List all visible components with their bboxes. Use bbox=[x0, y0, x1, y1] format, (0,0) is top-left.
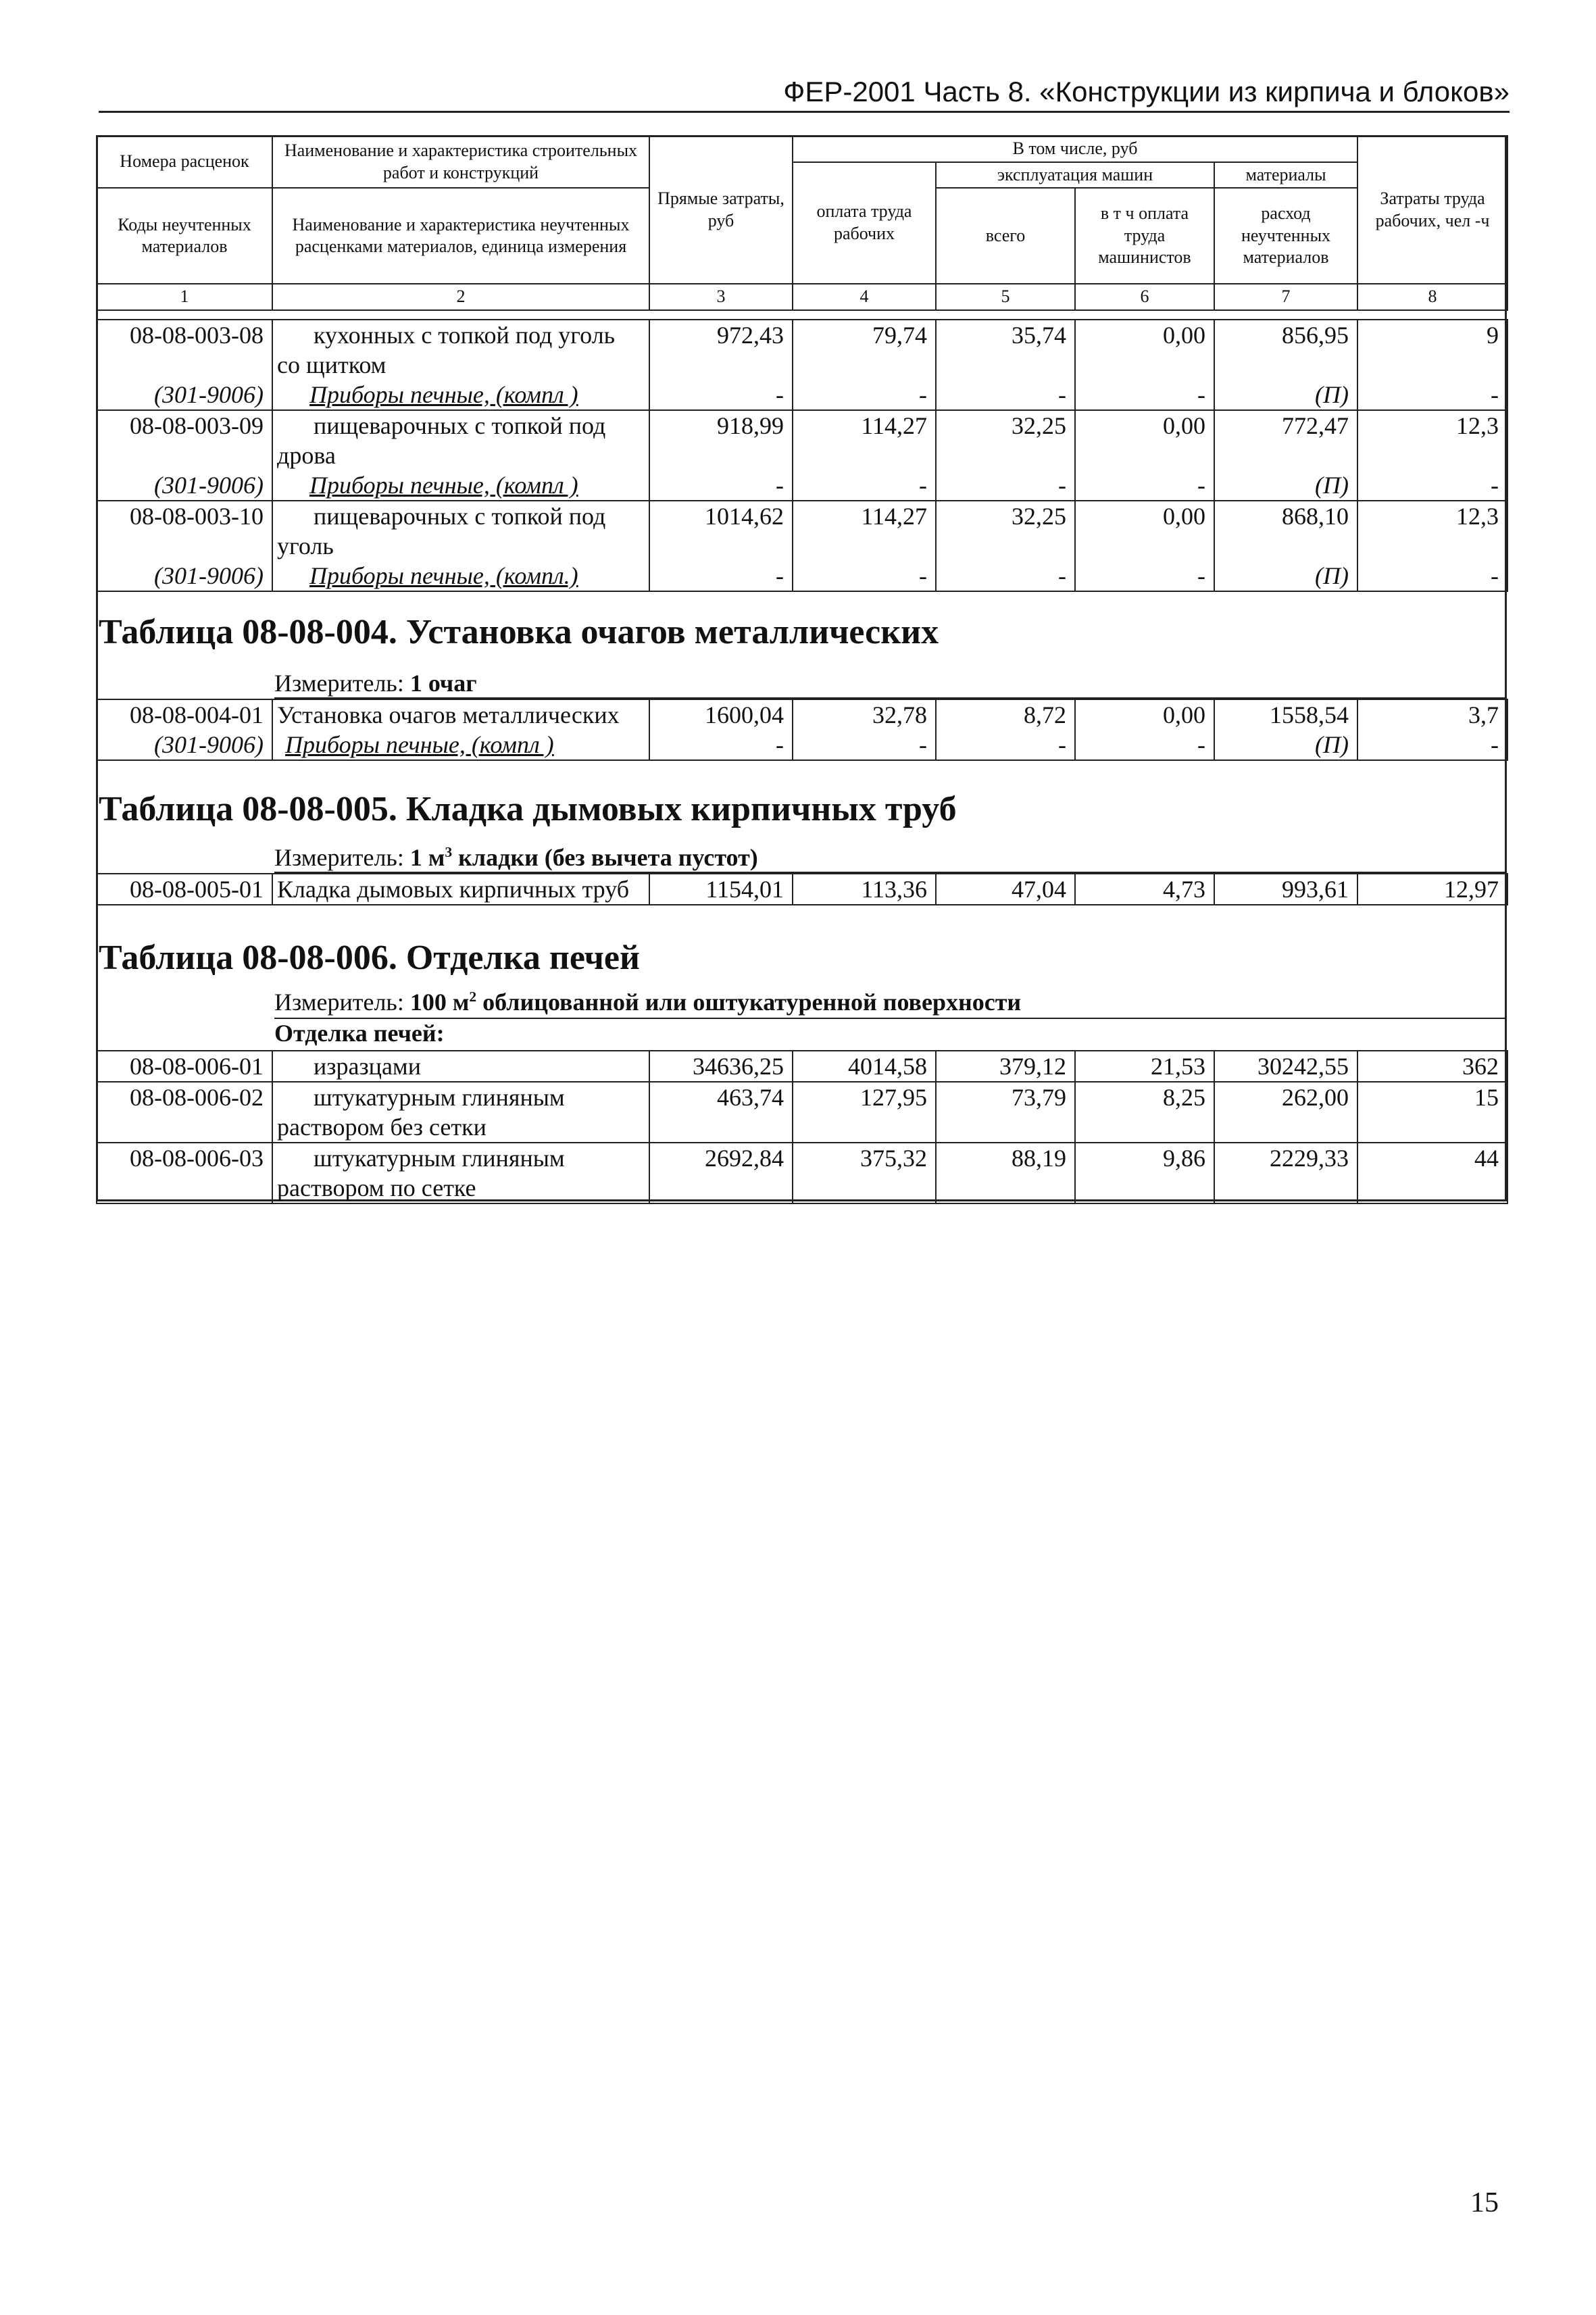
measure-rule bbox=[274, 1018, 1507, 1019]
col2-bottom-header: Наименование и характеристика неучтенных расценками материалов, единица измерения bbox=[272, 188, 649, 284]
material-unit-flag: (П) bbox=[1214, 380, 1357, 410]
material-name: Приборы печные, (компл.) bbox=[272, 561, 649, 591]
materials-cost: 868,10 bbox=[1214, 501, 1357, 561]
col1-bottom-header: Коды неучтенных материалов bbox=[97, 188, 272, 284]
labor-pay: 375,32 bbox=[793, 1143, 936, 1203]
material-value: - bbox=[936, 470, 1075, 501]
labor-hours: 362 bbox=[1357, 1051, 1507, 1082]
material-value: - bbox=[1357, 561, 1507, 591]
col5-header: всего bbox=[936, 188, 1075, 284]
materials-cost: 993,61 bbox=[1214, 874, 1357, 905]
direct-cost: 1600,04 bbox=[649, 699, 793, 730]
rate-code: 08-08-003-09 bbox=[97, 410, 272, 470]
header-rule bbox=[99, 111, 1510, 113]
material-value: - bbox=[1357, 470, 1507, 501]
rate-name: Кладка дымовых кирпичных труб bbox=[272, 874, 649, 905]
col4-header: оплата труда рабочих bbox=[793, 162, 936, 284]
direct-cost: 2692,84 bbox=[649, 1143, 793, 1203]
col2-top-header: Наименование и характеристика строительных работ и конструкций bbox=[272, 136, 649, 188]
direct-cost: 34636,25 bbox=[649, 1051, 793, 1082]
col1-top-header: Номера расценок bbox=[97, 136, 272, 188]
material-value: - bbox=[649, 380, 793, 410]
material-unit-flag: (П) bbox=[1214, 730, 1357, 760]
table-004-title: Таблица 08-08-004. Установка очагов металлических bbox=[99, 613, 939, 651]
materials-cost: 856,95 bbox=[1214, 320, 1357, 380]
machines-header: эксплуатация машин bbox=[936, 162, 1214, 189]
materials-header: материалы bbox=[1214, 162, 1357, 189]
material-value: - bbox=[793, 730, 936, 760]
machines-total: 32,25 bbox=[936, 501, 1075, 561]
direct-cost: 918,99 bbox=[649, 410, 793, 470]
col-num: 4 bbox=[793, 284, 936, 310]
material-unit-flag: (П) bbox=[1214, 470, 1357, 501]
labor-pay: 79,74 bbox=[793, 320, 936, 380]
machines-total: 8,72 bbox=[936, 699, 1075, 730]
labor-hours: 12,3 bbox=[1357, 501, 1507, 561]
material-code: (301-9006) bbox=[97, 470, 272, 501]
material-unit-flag: (П) bbox=[1214, 561, 1357, 591]
direct-cost: 463,74 bbox=[649, 1082, 793, 1143]
labor-hours: 12,3 bbox=[1357, 410, 1507, 470]
labor-pay: 114,27 bbox=[793, 410, 936, 470]
material-value: - bbox=[936, 561, 1075, 591]
col8-header: Затраты труда рабочих, чел -ч bbox=[1357, 136, 1507, 284]
machinists-pay: 0,00 bbox=[1075, 320, 1214, 380]
rate-name: пищеварочных с топкой под уголь bbox=[272, 501, 649, 561]
labor-hours: 3,7 bbox=[1357, 699, 1507, 730]
machines-total: 35,74 bbox=[936, 320, 1075, 380]
rate-name: изразцами bbox=[272, 1051, 649, 1082]
material-value: - bbox=[649, 561, 793, 591]
direct-cost: 972,43 bbox=[649, 320, 793, 380]
page-number: 15 bbox=[1470, 2187, 1499, 2218]
col-num: 2 bbox=[272, 284, 649, 310]
column-header-table bbox=[96, 135, 1508, 311]
labor-hours: 44 bbox=[1357, 1143, 1507, 1203]
material-value: - bbox=[1075, 380, 1214, 410]
col6-header: в т ч оплата труда машинистов bbox=[1075, 188, 1214, 284]
direct-cost: 1014,62 bbox=[649, 501, 793, 561]
material-value: - bbox=[1075, 730, 1214, 760]
machines-total: 379,12 bbox=[936, 1051, 1075, 1082]
labor-pay: 127,95 bbox=[793, 1082, 936, 1143]
running-header: ФЕР-2001 Часть 8. «Конструкции из кирпича и блоков» bbox=[783, 76, 1510, 107]
labor-pay: 4014,58 bbox=[793, 1051, 936, 1082]
materials-cost: 262,00 bbox=[1214, 1082, 1357, 1143]
material-value: - bbox=[649, 470, 793, 501]
direct-cost: 1154,01 bbox=[649, 874, 793, 905]
machinists-pay: 4,73 bbox=[1075, 874, 1214, 905]
table-004-rows bbox=[96, 699, 1508, 761]
table-005-title: Таблица 08-08-005. Кладка дымовых кирпичных труб bbox=[99, 790, 957, 828]
material-value: - bbox=[1075, 561, 1214, 591]
machinists-pay: 8,25 bbox=[1075, 1082, 1214, 1143]
materials-cost: 2229,33 bbox=[1214, 1143, 1357, 1203]
rate-code: 08-08-003-08 bbox=[97, 320, 272, 380]
table-006-measure: Измеритель: 100 $м^2$ облицованной или оштукатуренной поверхности bbox=[274, 989, 1022, 1016]
machinists-pay: 0,00 bbox=[1075, 699, 1214, 730]
material-value: - bbox=[1075, 470, 1214, 501]
group-label: Отделка печей: bbox=[274, 1020, 445, 1047]
rate-code: 08-08-004-01 bbox=[97, 699, 272, 730]
material-value: - bbox=[1357, 730, 1507, 760]
material-value: - bbox=[1357, 380, 1507, 410]
rate-name: штукатурным глиняным раствором по сетке bbox=[272, 1143, 649, 1203]
materials-cost: 772,47 bbox=[1214, 410, 1357, 470]
col-num: 8 bbox=[1357, 284, 1507, 310]
table-005-measure: Измеритель: 1 $м^3$ кладки (без вычета пустот) bbox=[274, 844, 758, 871]
table-003-rows bbox=[96, 319, 1508, 592]
material-value: - bbox=[936, 380, 1075, 410]
col-num: 5 bbox=[936, 284, 1075, 310]
col3-header: Прямые затраты, руб bbox=[649, 136, 793, 284]
material-name: Приборы печные, (компл ) bbox=[272, 730, 649, 760]
table-006-title: Таблица 08-08-006. Отделка печей bbox=[99, 939, 640, 977]
labor-pay: 113,36 bbox=[793, 874, 936, 905]
material-value: - bbox=[649, 730, 793, 760]
group-header: В том числе, руб bbox=[793, 136, 1357, 162]
rate-name: штукатурным глиняным раствором без сетки bbox=[272, 1082, 649, 1143]
material-name: Приборы печные, (компл ) bbox=[272, 470, 649, 501]
table-004-measure: Измеритель: 1 очаг bbox=[274, 670, 477, 697]
materials-cost: 1558,54 bbox=[1214, 699, 1357, 730]
rate-name: пищеварочных с топкой под дрова bbox=[272, 410, 649, 470]
machines-total: 32,25 bbox=[936, 410, 1075, 470]
materials-cost: 30242,55 bbox=[1214, 1051, 1357, 1082]
machinists-pay: 21,53 bbox=[1075, 1051, 1214, 1082]
col-num: 1 bbox=[97, 284, 272, 310]
rate-code: 08-08-006-02 bbox=[97, 1082, 272, 1143]
material-code: (301-9006) bbox=[97, 561, 272, 591]
rate-code: 08-08-003-10 bbox=[97, 501, 272, 561]
machinists-pay: 9,86 bbox=[1075, 1143, 1214, 1203]
material-name: Приборы печные, (компл ) bbox=[272, 380, 649, 410]
machinists-pay: 0,00 bbox=[1075, 501, 1214, 561]
col-num: 6 bbox=[1075, 284, 1214, 310]
material-value: - bbox=[793, 561, 936, 591]
rate-code: 08-08-005-01 bbox=[97, 874, 272, 905]
material-code: (301-9006) bbox=[97, 380, 272, 410]
material-value: - bbox=[936, 730, 1075, 760]
material-value: - bbox=[793, 380, 936, 410]
rate-name: кухонных с топкой под уголь со щитком bbox=[272, 320, 649, 380]
machines-total: 88,19 bbox=[936, 1143, 1075, 1203]
labor-hours: 15 bbox=[1357, 1082, 1507, 1143]
material-code: (301-9006) bbox=[97, 730, 272, 760]
labor-hours: 9 bbox=[1357, 320, 1507, 380]
rate-name: Установка очагов металлических bbox=[272, 699, 649, 730]
rate-code: 08-08-006-03 bbox=[97, 1143, 272, 1203]
labor-pay: 32,78 bbox=[793, 699, 936, 730]
col7-header: расход неучтенных материалов bbox=[1214, 188, 1357, 284]
material-value: - bbox=[793, 470, 936, 501]
machinists-pay: 0,00 bbox=[1075, 410, 1214, 470]
labor-pay: 114,27 bbox=[793, 501, 936, 561]
col-num: 7 bbox=[1214, 284, 1357, 310]
table-006-rows bbox=[96, 1050, 1508, 1204]
labor-hours: 12,97 bbox=[1357, 874, 1507, 905]
table-005-rows bbox=[96, 873, 1508, 905]
machines-total: 47,04 bbox=[936, 874, 1075, 905]
col-num: 3 bbox=[649, 284, 793, 310]
machines-total: 73,79 bbox=[936, 1082, 1075, 1143]
rate-code: 08-08-006-01 bbox=[97, 1051, 272, 1082]
